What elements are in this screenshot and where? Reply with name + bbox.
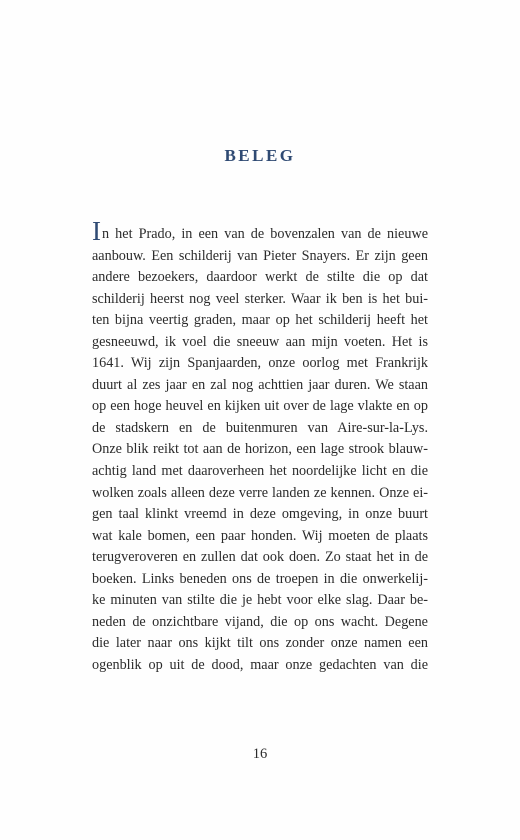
- text-line: wolken zoals alleen deze verre landen ze kennen. Onze ei-: [92, 484, 428, 501]
- text-line: wat kale bomen, een paar honden. Wij moeten de plaats: [92, 527, 428, 544]
- text-line: de stadskern en de buitenmuren van Aire-sur-la-Lys.: [92, 419, 428, 436]
- body-text: [92, 216, 428, 676]
- text-line: boeken. Links beneden ons de troepen in die onwerkelij-: [92, 570, 428, 587]
- text-line: ke minuten van stilte die je hebt voor elke slag. Daar be-: [92, 592, 428, 609]
- text-line: ogenblik op uit de dood, maar onze gedachten van die: [92, 656, 428, 673]
- page-number: 16: [252, 746, 268, 762]
- text-line: 1641. Wij zijn Spanjaarden, onze oorlog met Frankrijk: [92, 355, 428, 372]
- text-line: aanbouw. Een schilderij van Pieter Snayers. Er zijn geen: [92, 247, 428, 264]
- text-line: neden de onzichtbare vijand, die op ons wacht. Degene: [92, 613, 428, 630]
- text-line: gesneeuwd, ik voel die sneeuw aan mijn voeten. Het is: [92, 333, 428, 350]
- text-line: andere bezoekers, daardoor werkt de stilte die op dat: [92, 269, 428, 286]
- text-line: Onze blik reikt tot aan de horizon, een lage strook blauw-: [92, 441, 428, 458]
- chapter-title: BELEG: [224, 146, 296, 165]
- text-line: ten bijna veertig graden, maar op het schilderij heeft het: [92, 312, 428, 329]
- text-line: schilderij heerst nog veel sterker. Waar ik ben is het bui-: [92, 290, 428, 307]
- text-line: gen taal klinkt vreemd in deze omgeving, in onze buurt: [92, 506, 428, 523]
- text-line: achtig land met daaroverheen het noordelijke licht en die: [92, 463, 428, 480]
- drop-initial: I: [92, 216, 101, 246]
- text-line: terugveroveren en zullen dat ook doen. Zo staat het in de: [92, 549, 428, 566]
- text-line: op een hoge heuvel en kijken uit over de lage vlakte en op: [92, 398, 428, 415]
- text-line: duurt al zes jaar en zal nog achttien jaar duren. We staan: [92, 376, 428, 393]
- text-line-first: [92, 216, 428, 246]
- text-line-first-rest: n het Prado, in een van de bovenzalen van de nieuwe: [102, 226, 428, 242]
- text-line: die later naar ons kijkt tilt ons zonder onze namen een: [92, 635, 428, 652]
